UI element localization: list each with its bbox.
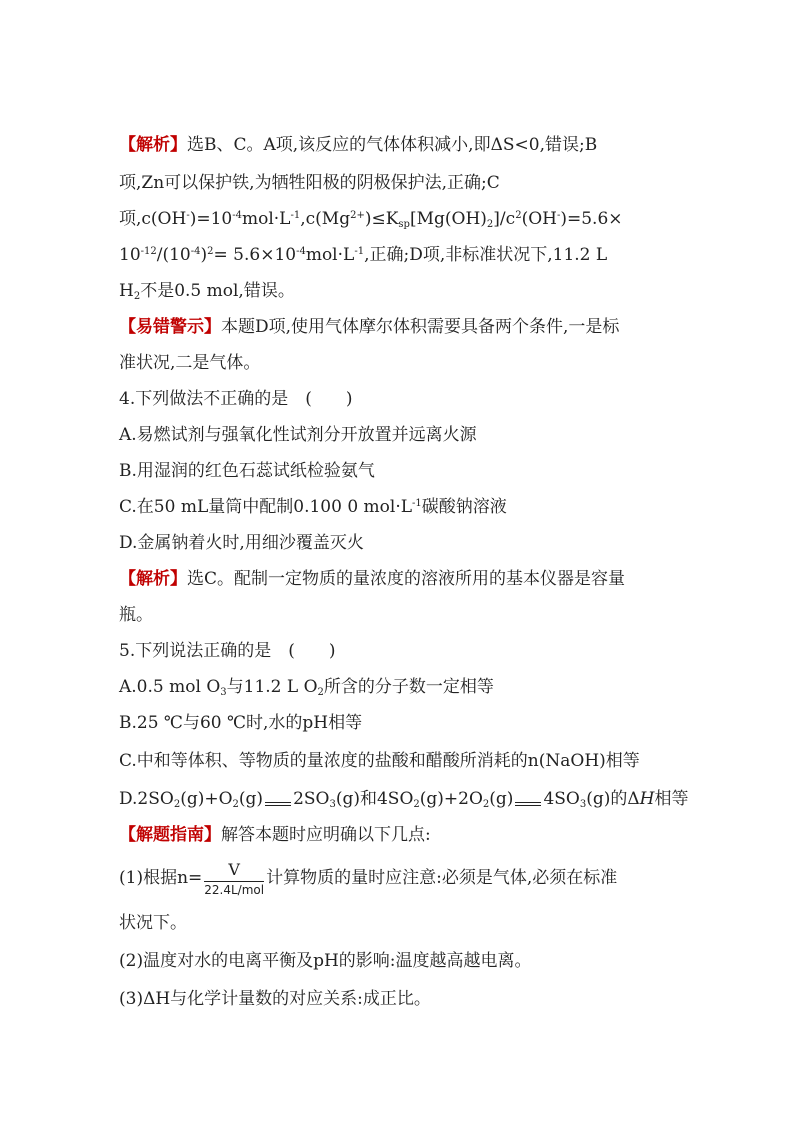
analysis1-line3: 项$,c(OH^-)=10^{-4}mol\cdot L^{-1},c(Mg^{2+})\le K_{sp}[Mg(OH)_2]/c^2(OH^-)=5.6\times$ <box>119 209 623 230</box>
equilibrium-sign-icon <box>263 788 293 810</box>
question4-option-b: B.用湿润的红色石蕊试纸检验氨气 <box>119 461 375 481</box>
question5-option-a: A.0.5 mol $O_3$与11.2 L $O_2$所含的分子数一定相等 <box>119 677 494 698</box>
guide-point1-cont: 状况下。 <box>119 913 187 933</box>
analysis1-line2: 项,Zn可以保护铁,为牺牲阳极的阴极保护法,正确;C <box>119 173 500 193</box>
question4-option-a: A.易燃试剂与强氧化性试剂分开放置并远离火源 <box>119 425 477 445</box>
guide-point2: (2)温度对水的电离平衡及pH的影响:温度越高越电离。 <box>119 951 532 971</box>
analysis1-line1: 【解析】选B、C。A项,该反应的气体体积减小,即ΔS<0,错误;B <box>119 135 598 155</box>
question4-option-c: C.在50 mL量筒中配制0.100 0 $mol\cdot L^{-1}$碳酸钠溶液 <box>119 497 507 517</box>
question4-option-d: D.金属钠着火时,用细沙覆盖灭火 <box>119 533 364 553</box>
analysis1-line5: $H_2$不是0.5 mol,错误。 <box>119 281 295 302</box>
error-warning-tag: 【易错警示】 <box>119 317 221 337</box>
analysis2-line2: 瓶。 <box>119 605 153 625</box>
question4-stem: 4.下列做法不正确的是 ( ) <box>119 389 353 409</box>
warning-line1: 【易错警示】本题D项,使用气体摩尔体积需要具备两个条件,一是标 <box>119 317 620 337</box>
solution-guide-tag: 【解题指南】 <box>119 825 221 845</box>
analysis2-line1: 【解析】选C。配制一定物质的量浓度的溶液所用的基本仪器是容量 <box>119 569 626 589</box>
warning-line2: 准状况,二是气体。 <box>119 353 261 373</box>
guide-intro: 【解题指南】解答本题时应明确以下几点: <box>119 825 431 845</box>
guide-point3: (3)ΔH与化学计量数的对应关系:成正比。 <box>119 989 431 1009</box>
analysis-tag: 【解析】 <box>119 135 187 155</box>
question5-option-d: $D.2SO_2(g)+O_2(g)$ $2SO_3(g)$和$4SO_2(g)+2O_2(g)$ $4SO_3(g)$的ΔH相等 <box>119 789 689 810</box>
question5-option-b: B.25 ℃与60 ℃时,水的pH相等 <box>119 713 363 733</box>
analysis1-line4: $10^{-12}/(10^{-4})^2= 5.6\times 10^{-4}mol\cdot L^{-1}$,正确;D项,非标准状况下,11.2 L <box>119 245 608 265</box>
guide-point1: (1)根据n= $\frac{V}{\text{22.4L/mol}}$ 计算物质的量时应注意:必须是气体,必须在标准 <box>119 860 618 897</box>
analysis-tag: 【解析】 <box>119 569 187 589</box>
question5-option-c: C.中和等体积、等物质的量浓度的盐酸和醋酸所消耗的n(NaOH)相等 <box>119 751 640 771</box>
question5-stem: 5.下列说法正确的是 ( ) <box>119 641 336 661</box>
equilibrium-sign-icon <box>513 788 543 810</box>
molar-volume-fraction: $\frac{V}{\text{22.4L/mol}}$ <box>204 860 265 897</box>
